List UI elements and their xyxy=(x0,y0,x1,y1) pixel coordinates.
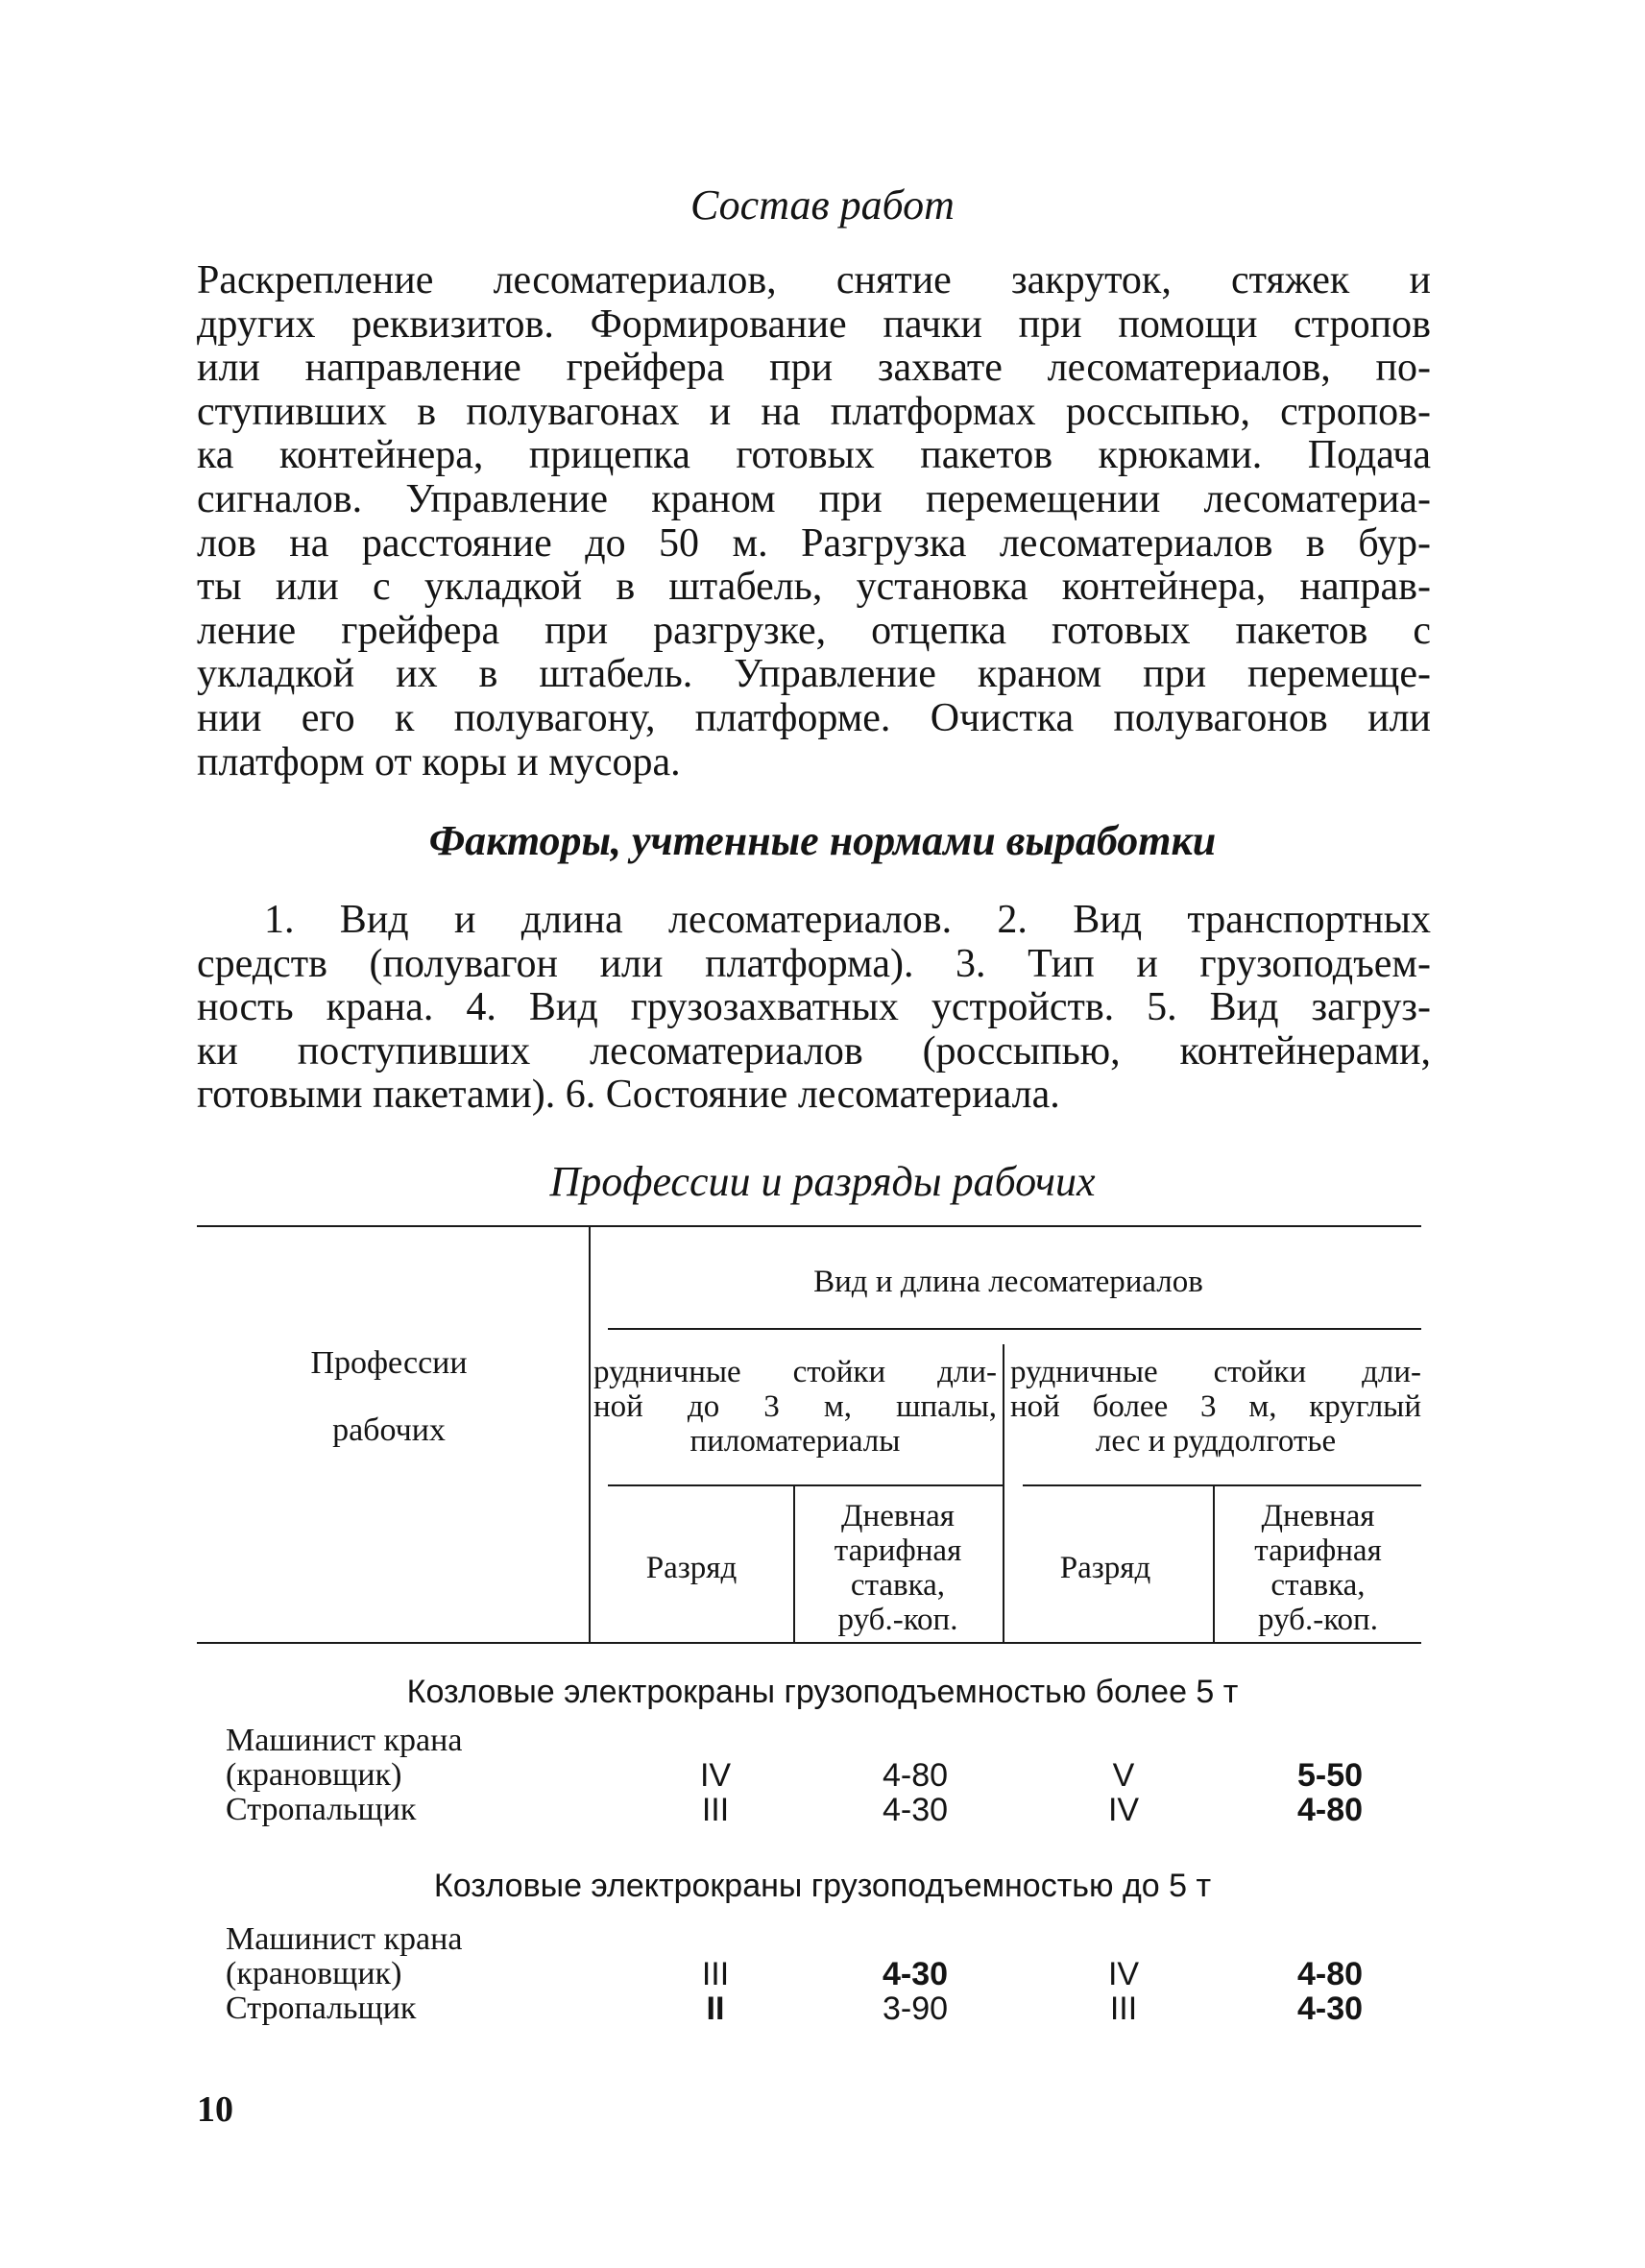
cell-rate-b: 4-30 xyxy=(1296,1991,1364,2027)
heading-work-composition: Состав работ xyxy=(690,181,955,229)
cell-grade-b: V xyxy=(1112,1757,1135,1794)
table-header-rule xyxy=(608,1484,1004,1486)
table-header-rule xyxy=(608,1328,1421,1330)
row-profession: (крановщик) xyxy=(226,1757,402,1793)
text-line: ки поступивших лесоматериалов (россыпью, контейнерами, xyxy=(197,1028,1431,1074)
table-header-bottom-rule xyxy=(197,1642,1421,1644)
header-col-a xyxy=(593,1354,997,1460)
row-profession: Машинист крана xyxy=(226,1723,463,1758)
row-profession: (крановщик) xyxy=(226,1956,402,1991)
header-rate-line: руб.-коп. xyxy=(1258,1602,1378,1637)
header-rate-line: руб.-коп. xyxy=(837,1602,958,1637)
header-professions-line: рабочих xyxy=(332,1412,446,1448)
text-line: средств (полувагон или платформа). 3. Тип и грузоподъем- xyxy=(197,941,1431,986)
page-number: 10 xyxy=(197,2089,233,2130)
header-professions-line: Профессии xyxy=(310,1345,468,1381)
header-grade-a: Разряд xyxy=(645,1550,738,1585)
header-rate-line: Дневная xyxy=(1261,1498,1375,1533)
cell-grade-a: III xyxy=(701,1792,730,1828)
text-line: ты или с укладкой в штабель, установка контейнера, направ- xyxy=(197,565,1431,610)
text-line: ступивших в полувагонах и на платформах россыпью, стропов- xyxy=(197,389,1431,434)
header-rate-a xyxy=(795,1498,1001,1637)
text-line: Раскрепление лесоматериалов, снятие закруток, стяжек и xyxy=(197,258,1431,302)
header-rate-line: тарифная xyxy=(1254,1532,1382,1568)
text-line: ка контейнера, прицепка готовых пакетов крюками. Подача xyxy=(197,433,1431,478)
cell-grade-b: IV xyxy=(1107,1956,1140,1992)
header-rate-line: ставка, xyxy=(850,1567,946,1603)
row-profession: Машинист крана xyxy=(226,1921,463,1957)
text-line: платформ от коры и мусора. xyxy=(197,739,681,784)
table-top-rule xyxy=(197,1225,1421,1227)
cell-rate-b: 4-80 xyxy=(1296,1956,1364,1992)
table-header-rule xyxy=(1023,1484,1421,1486)
cell-grade-b: III xyxy=(1109,1991,1138,2027)
text-line: нии его к полувагону, платформе. Очистка полувагонов или xyxy=(197,695,1431,740)
header-col-b xyxy=(1010,1354,1421,1460)
text-line: 1. Вид и длина лесоматериалов. 2. Вид транспортных xyxy=(264,898,1431,942)
cell-rate-b: 5-50 xyxy=(1296,1757,1364,1794)
header-rate-line: тарифная xyxy=(834,1532,962,1568)
cell-grade-b: IV xyxy=(1107,1792,1140,1828)
text-line: готовыми пакетами). 6. Состояние лесоматериала. xyxy=(197,1073,1060,1118)
cell-rate-a: 4-80 xyxy=(882,1757,949,1794)
header-rate-line: Дневная xyxy=(841,1498,955,1533)
cell-rate-a: 4-30 xyxy=(882,1956,949,1992)
text-line: укладкой их в штабель. Управление краном при перемеще- xyxy=(197,652,1431,697)
text-line: ление грейфера при разгрузке, отцепка готовых пакетов с xyxy=(197,608,1431,653)
text-line: других реквизитов. Формирование пачки при помощи стропов xyxy=(197,302,1431,347)
header-rate-b xyxy=(1215,1498,1421,1637)
text-line: сигналов. Управление краном при перемещении лесоматериа- xyxy=(197,476,1431,521)
text-line: лов на расстояние до 50 м. Разгрузка лесоматериалов в бур- xyxy=(197,520,1431,566)
cell-grade-a: IV xyxy=(699,1757,732,1794)
heading-factors: Факторы, учтенные нормами выработки xyxy=(428,817,1217,864)
header-col-b-line: ной более 3 м, круглый xyxy=(1010,1389,1421,1424)
text-line: или направление грейфера при захвате лесоматериалов, по- xyxy=(197,346,1431,391)
text-line: ность крана. 4. Вид грузозахватных устройств. 5. Вид загруз- xyxy=(197,985,1431,1030)
section-title-over-5t: Козловые электрокраны грузоподъемностью более 5 т xyxy=(406,1674,1239,1710)
header-col-b-line: рудничные стойки дли- xyxy=(1010,1355,1421,1389)
header-col-a-line: ной до 3 м, шпалы, xyxy=(593,1389,997,1424)
row-profession: Стропальщик xyxy=(226,1991,417,2026)
section-title-up-to-5t: Козловые электрокраны грузоподъемностью до 5 т xyxy=(433,1868,1212,1904)
heading-professions: Профессии и разряды рабочих xyxy=(549,1158,1096,1205)
row-profession: Стропальщик xyxy=(226,1792,417,1827)
header-col-a-line: пиломатериалы xyxy=(689,1424,901,1459)
cell-rate-a: 4-30 xyxy=(882,1792,949,1828)
paragraph-factors xyxy=(197,899,1431,1118)
cell-grade-a: II xyxy=(706,1991,725,2027)
header-col-a-line: рудничные стойки дли- xyxy=(593,1355,997,1389)
header-grade-b: Разряд xyxy=(1059,1550,1151,1585)
header-col-b-line: лес и руддолготье xyxy=(1095,1424,1337,1459)
paragraph-work-composition xyxy=(197,259,1431,784)
header-rate-line: ставка, xyxy=(1270,1567,1366,1603)
cell-grade-a: III xyxy=(701,1956,730,1992)
cell-rate-a: 3-90 xyxy=(882,1991,949,2027)
header-professions xyxy=(197,1345,581,1448)
header-group: Вид и длина лесоматериалов xyxy=(813,1265,1203,1299)
cell-rate-b: 4-80 xyxy=(1296,1792,1364,1828)
